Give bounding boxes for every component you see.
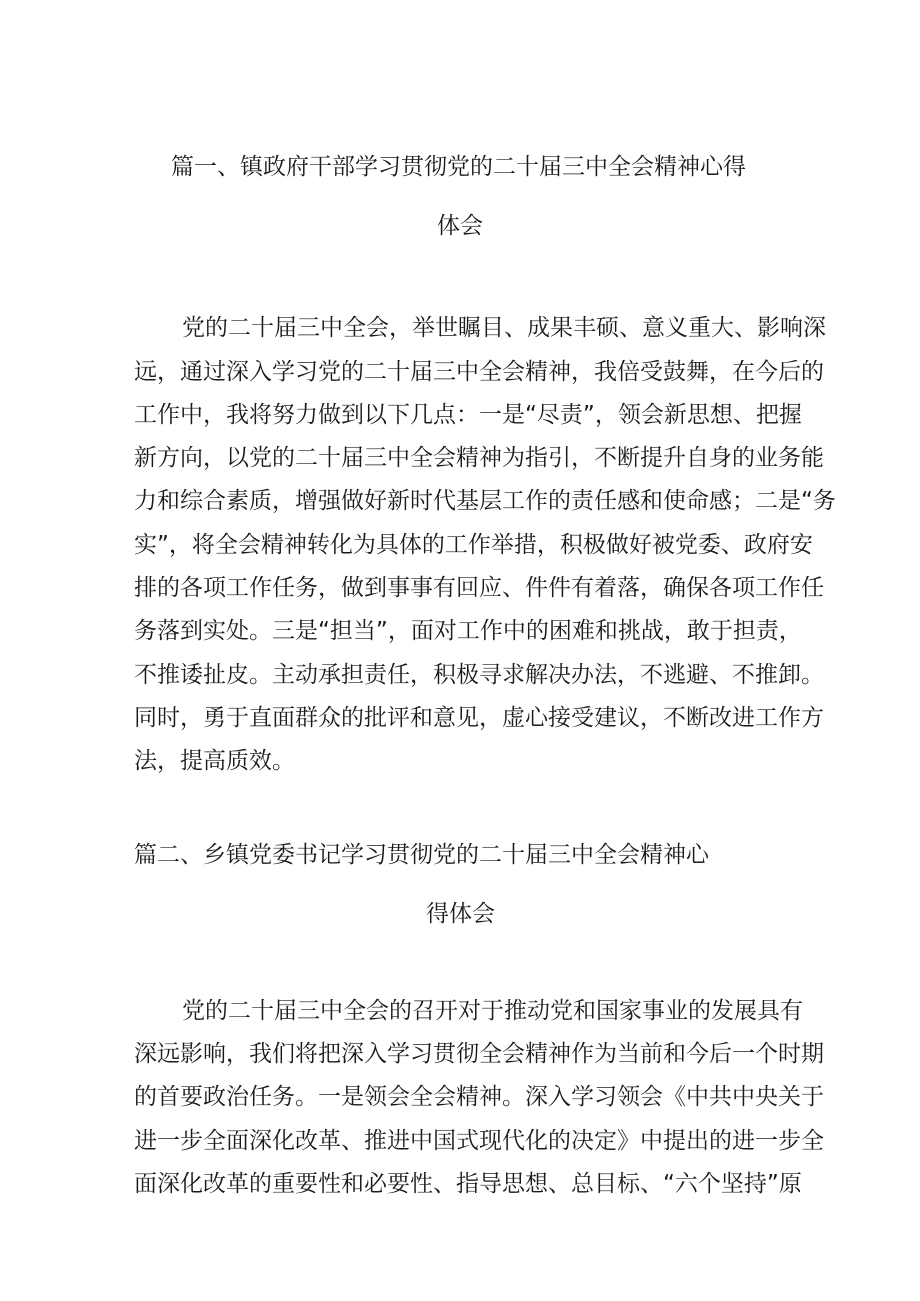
- section1-body-line: 力和综合素质，增强做好新时代基层工作的责任感和使命感；二是“务: [134, 488, 836, 514]
- section1-body-line: 党的二十届三中全会，举世瞩目、成果丰硕、意义重大、影响深: [182, 315, 826, 341]
- section2-body-line: 进一步全面深化改革、推进中国式现代化的决定》中提出的进一步全: [134, 1128, 824, 1154]
- section1-body-line: 同时，勇于直面群众的批评和意见，虚心接受建议，不断改进工作方: [134, 705, 824, 731]
- section2-body-line: 的首要政治任务。一是领会全会精神。深入学习领会《中共中央关于: [134, 1084, 824, 1110]
- section1-body-line: 排的各项工作任务，做到事事有回应、件件有着落，确保各项工作任: [134, 575, 824, 601]
- section2-body-line: 党的二十届三中全会的召开对于推动党和国家事业的发展具有: [182, 998, 803, 1024]
- section1-body-line: 不推诿扯皮。主动承担责任，积极寻求解决办法，不逃避、不推卸。: [134, 662, 824, 688]
- section1-body-line: 法，提高质效。: [134, 748, 295, 774]
- section1-body-line: 务落到实处。三是“担当”，面对工作中的困难和挑战，敢于担责，: [134, 618, 802, 644]
- section1-body-line: 新方向，以党的二十届三中全会精神为指引，不断提升自身的业务能: [134, 445, 824, 471]
- section1-body-line: 远，通过深入学习党的二十届三中全会精神，我倍受鼓舞，在今后的: [134, 359, 824, 385]
- section2-body-line: 面深化改革的重要性和必要性、指导思想、总目标、“六个坚持”原: [134, 1171, 802, 1197]
- section2-title-line2: 得体会: [426, 901, 495, 927]
- section1-title-line1: 篇一、镇政府干部学习贯彻党的二十届三中全会精神心得: [171, 154, 746, 180]
- section2-body-line: 深远影响，我们将把深入学习贯彻全会精神作为当前和今后一个时期: [134, 1041, 824, 1067]
- section1-body-line: 实”，将全会精神转化为具体的工作举措，积极做好被党委、政府安: [134, 532, 813, 558]
- section1-body-line: 工作中，我将努力做到以下几点：一是“尽责”，领会新思想、把握: [134, 402, 802, 428]
- section2-title-line1: 篇二、乡镇党委书记学习贯彻党的二十届三中全会精神心: [134, 842, 709, 868]
- section1-title-line2: 体会: [437, 213, 483, 239]
